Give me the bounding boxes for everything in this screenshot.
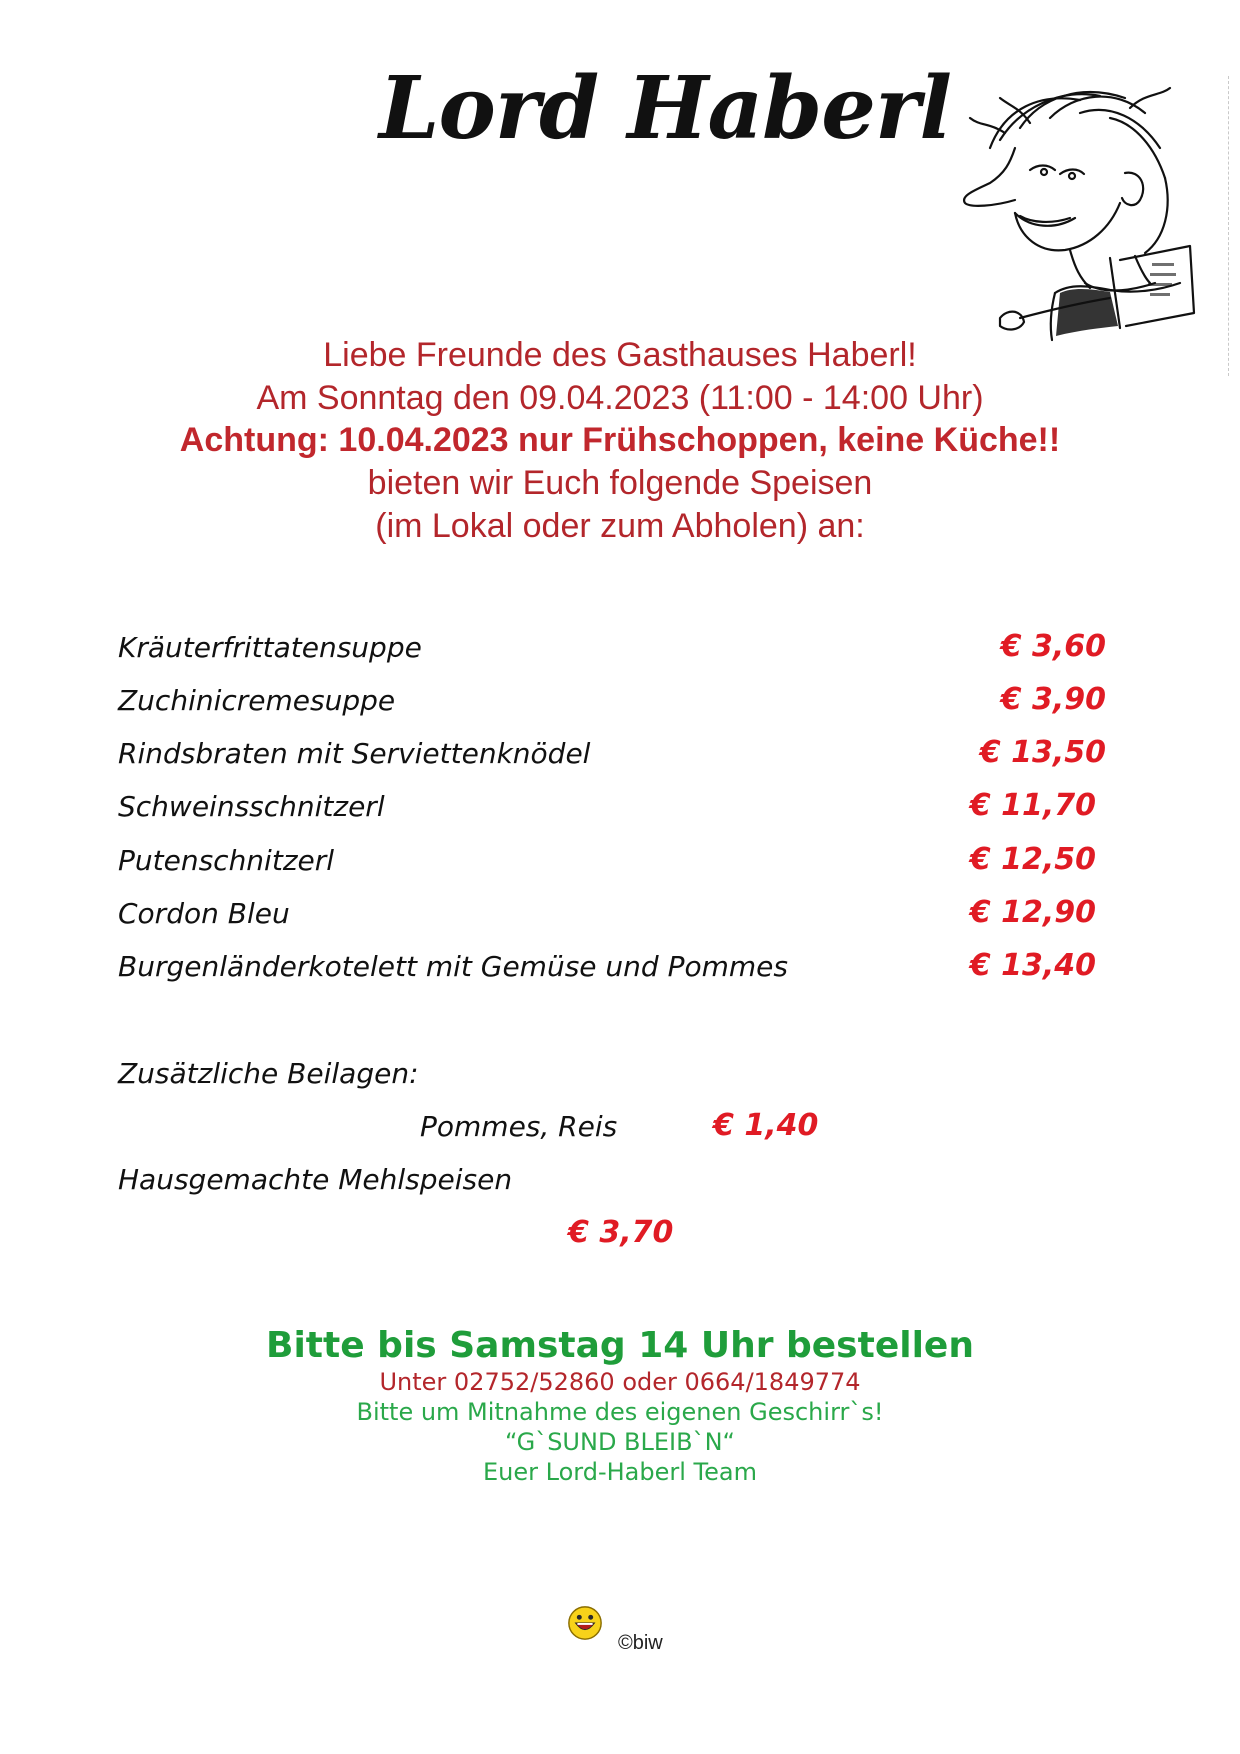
offer-line: bieten wir Euch folgende Speisen <box>367 464 873 502</box>
date-line: Am Sonntag den 09.04.2023 (11:00 - 14:00 Uhr) <box>256 379 984 417</box>
menu-item-price: € 13,40 <box>969 948 1096 983</box>
dishes-note: Bitte um Mitnahme des eigenen Geschirr`s! <box>356 1398 884 1426</box>
dessert-price: € 3,70 <box>568 1215 674 1250</box>
menu-item-price: € 11,70 <box>969 788 1096 823</box>
menu-item-name: Schweinsschnitzerl <box>118 790 385 823</box>
sides-price: € 1,40 <box>713 1108 819 1143</box>
menu-item-price: € 3,60 <box>1000 629 1106 664</box>
menu-item-price: € 12,50 <box>969 842 1096 877</box>
pickup-line: (im Lokal oder zum Abholen) an: <box>375 507 865 545</box>
greeting-line: Liebe Freunde des Gasthauses Haberl! <box>323 336 917 374</box>
menu-item-price: € 12,90 <box>969 895 1096 930</box>
menu-item-name: Burgenländerkotelett mit Gemüse und Pommes <box>118 950 788 983</box>
sides-label: Pommes, Reis <box>420 1110 618 1143</box>
restaurant-logo: Lord Haberl <box>378 58 952 159</box>
menu-item-name: Rindsbraten mit Serviettenknödel <box>118 737 591 770</box>
team-signature: Euer Lord-Haberl Team <box>483 1458 757 1486</box>
phone-line: Unter 02752/52860 oder 0664/1849774 <box>379 1368 861 1396</box>
smiley-face-icon <box>566 1604 604 1642</box>
menu-item-name: Putenschnitzerl <box>118 844 335 877</box>
dessert-label: Hausgemachte Mehlspeisen <box>118 1163 513 1196</box>
menu-item-price: € 13,50 <box>979 735 1106 770</box>
extras-heading: Zusätzliche Beilagen: <box>118 1057 419 1090</box>
menu-item-name: Zuchinicremesuppe <box>118 684 396 717</box>
caricature-portrait-icon <box>960 78 1220 348</box>
edge-divider <box>1228 76 1229 376</box>
order-deadline-heading: Bitte bis Samstag 14 Uhr bestellen <box>266 1325 974 1366</box>
menu-item-price: € 3,90 <box>1000 682 1106 717</box>
greeting-quote: “G`SUND BLEIB`N“ <box>505 1428 735 1456</box>
menu-item-name: Cordon Bleu <box>118 897 290 930</box>
menu-item-name: Kräuterfrittatensuppe <box>118 631 422 664</box>
copyright-text: ©biw <box>618 1632 663 1654</box>
notice-line: Achtung: 10.04.2023 nur Frühschoppen, keine Küche!! <box>179 421 1061 459</box>
